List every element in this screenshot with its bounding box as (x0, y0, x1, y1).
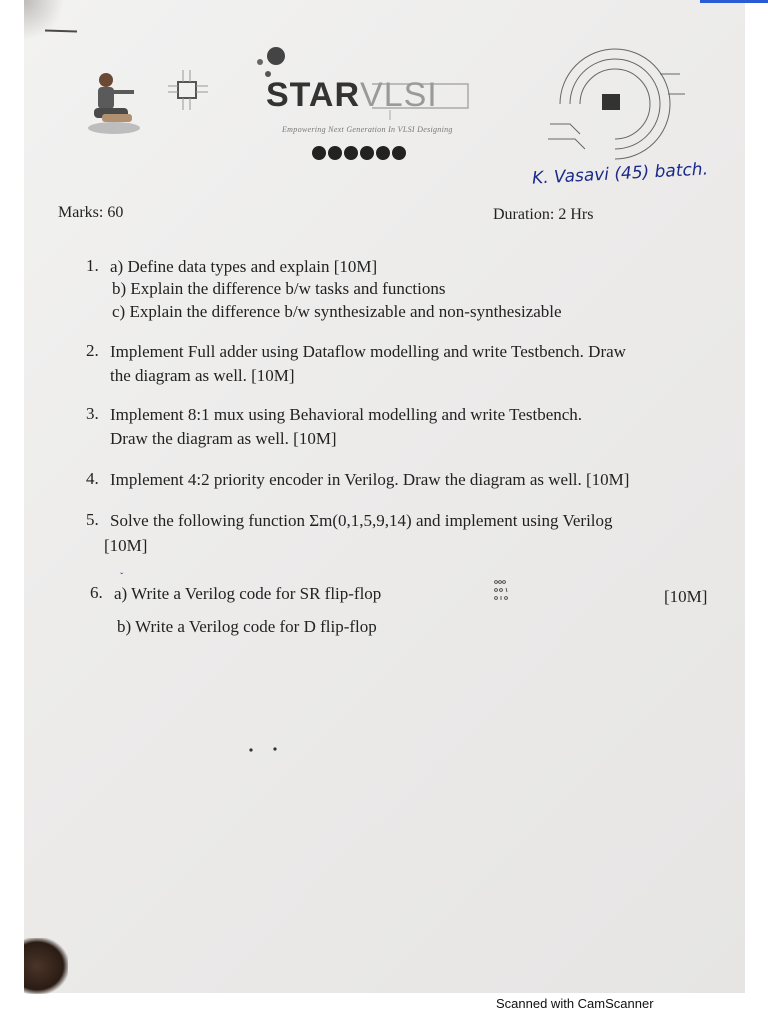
question-line: Implement Full adder using Dataflow modelling and write Testbench. Draw (110, 342, 626, 361)
question-number: 6. (90, 583, 103, 602)
question-line: Draw the diagram as well. [10M] (110, 429, 337, 448)
instagram-icon (328, 146, 342, 160)
scanner-watermark: Scanned with CamScanner (496, 996, 654, 1011)
pen-tick: ˇ (120, 572, 124, 583)
question-line: a) Define data types and explain [10M] (110, 257, 378, 276)
question-line: b) Write a Verilog code for D flip-flop (117, 617, 377, 636)
logo-tagline: Empowering Next Generation In VLSI Designing (282, 125, 453, 134)
question-line: Implement 4:2 priority encoder in Verilog. Draw the diagram as well. [10M] (110, 470, 630, 489)
question-line: a) Write a Verilog code for SR flip-flop (114, 584, 382, 603)
person-illustration (84, 70, 144, 136)
logo-vlsi: VLSI (360, 76, 438, 114)
page-margin (0, 0, 24, 1024)
youtube-icon (360, 146, 374, 160)
question-number: 3. (86, 404, 99, 423)
linkedin-icon (376, 146, 390, 160)
question-number: 1. (86, 256, 99, 275)
twitter-icon (344, 146, 358, 160)
paper-shadow (24, 0, 64, 40)
question-number: 2. (86, 341, 99, 360)
facebook-icon (312, 146, 326, 160)
question-number: 5. (86, 510, 99, 529)
question-line: b) Explain the difference b/w tasks and functions (112, 279, 446, 298)
handwritten-note: K. Vasavi (45) batch. (531, 159, 709, 189)
thumb-shadow (24, 938, 68, 994)
whatsapp-icon (392, 146, 406, 160)
circuit-ring-graphic (540, 44, 690, 174)
chip-icon (168, 70, 208, 110)
top-edge-accent (700, 0, 768, 3)
duration-label: Duration: 2 Hrs (493, 206, 594, 223)
question-marks: [10M] (664, 587, 708, 606)
question-line: the diagram as well. [10M] (110, 366, 295, 385)
social-icons (312, 146, 406, 160)
question-line: [10M] (104, 536, 148, 555)
question-line: Implement 8:1 mux using Behavioral modelling and write Testbench. (110, 405, 583, 424)
question-number: 4. (86, 469, 99, 488)
logo-star: STAR (266, 76, 361, 114)
marks-label: Marks: 60 (58, 204, 124, 221)
logo-wordmark (266, 76, 438, 115)
question-line: Solve the following function Σm(0,1,5,9,14) and implement using Verilog (110, 511, 613, 530)
stray-dots (248, 744, 288, 756)
pencil-scribble (492, 578, 518, 604)
question-line: c) Explain the difference b/w synthesizable and non-synthesizable (112, 302, 562, 321)
